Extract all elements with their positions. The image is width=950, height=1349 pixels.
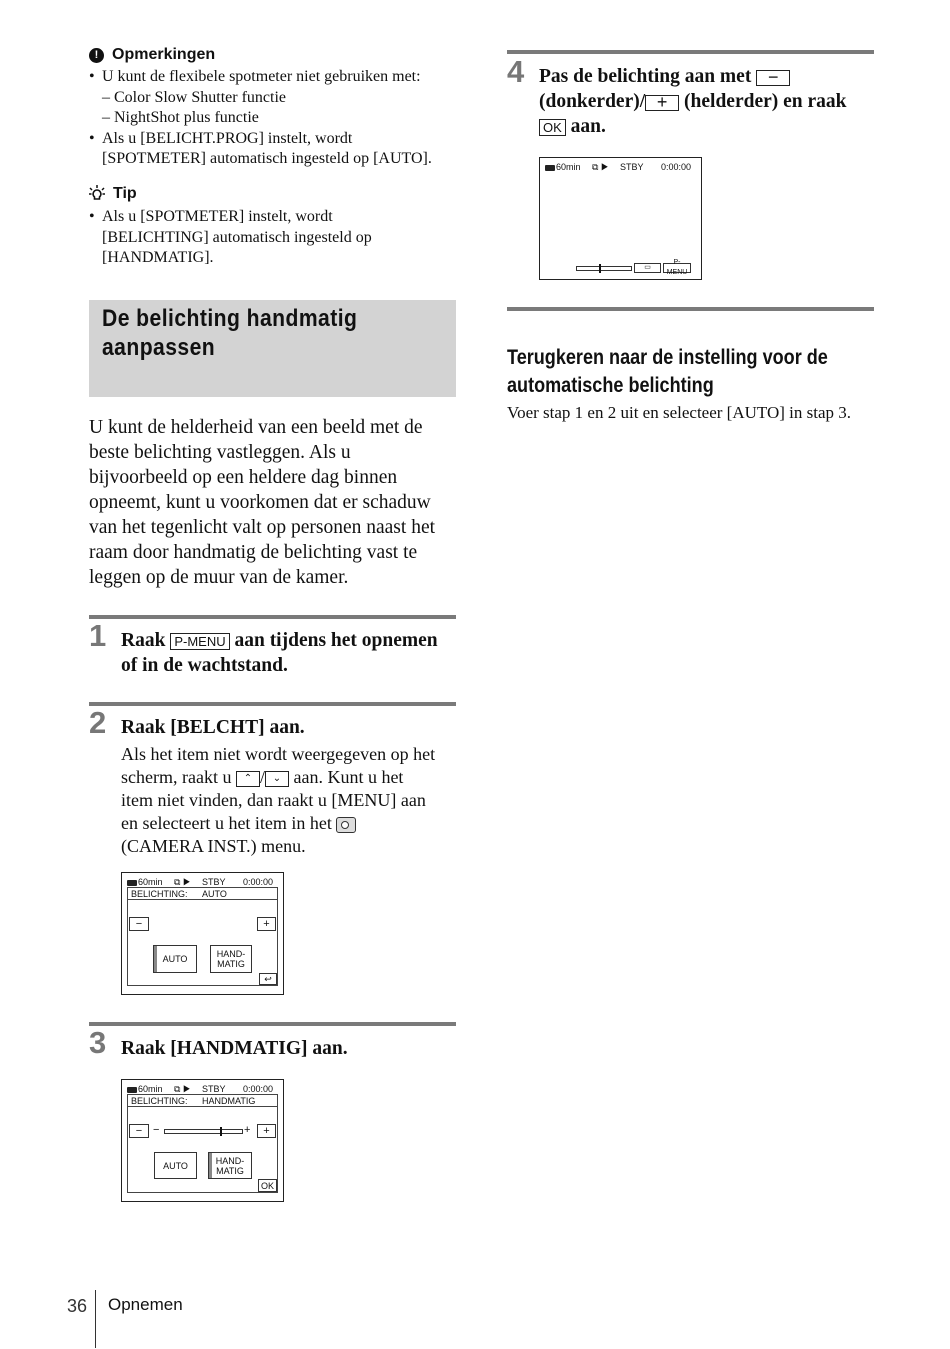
list-item: • Als u [SPOTMETER] instelt, wordt — [89, 208, 333, 225]
minus-button[interactable]: − — [129, 917, 149, 931]
list-item: [BELICHTING] automatisch ingesteld op — [102, 228, 372, 246]
step2-description: Als het item niet wordt weergegeven op het scherm, raakt u ⌃ / ⌄ aan. Kunt u het item niet vinden, dan raakt u [MENU] aan en selecteert u het item in het (CAMERA INST.) menu. — [121, 744, 436, 856]
menu-panel — [127, 1094, 278, 1193]
status-bar: 60min — [545, 162, 581, 172]
step-divider — [89, 702, 456, 706]
exposure-slider-thumb[interactable] — [220, 1127, 222, 1136]
slider-minus-label: − — [153, 1124, 160, 1136]
status-text: STBY — [202, 877, 226, 887]
status-text: STBY — [202, 1084, 226, 1094]
list-item: [SPOTMETER] automatisch ingesteld op [AUTO]. — [102, 150, 432, 167]
list-item: [HANDMATIG]. — [102, 249, 214, 266]
mode-icons: ⧉ ▶ — [174, 877, 191, 887]
mode-icons: ⧉ ▶ — [174, 1084, 191, 1094]
p-menu-button[interactable]: P-MENU — [663, 263, 691, 273]
step-divider — [89, 615, 456, 619]
plus-button[interactable]: + — [257, 917, 276, 931]
page-number: 36 — [67, 1296, 88, 1316]
lightbulb-icon — [89, 185, 105, 203]
step-number: 3 — [89, 1025, 107, 1060]
lcd-screen-step4 — [539, 157, 702, 280]
timecode: 0:00:00 — [661, 162, 692, 172]
tip-list — [89, 207, 469, 269]
step1-text: Raak P-MENU aan tijdens het opnemen of in de wachtstand. — [121, 630, 438, 676]
status-text: STBY — [620, 162, 644, 172]
auto-button[interactable]: AUTO — [154, 1152, 197, 1179]
intro-paragraph: U kunt de helderheid van een beeld met de beste belichting vastleggen. Als u bijvoorbeeld op een heldere dag binnen opneemt, kunt u voorkomen dat er schaduw van het tegenlicht valt op personen naast het raam door handmatig de belichting vast te leggen op de muur van de kamer. — [89, 417, 436, 588]
tip-heading: Tip — [113, 185, 137, 202]
plus-button[interactable]: + — [257, 1124, 276, 1138]
timecode: 0:00:00 — [243, 877, 274, 887]
mode-icons: ⧉ ▶ — [592, 162, 609, 172]
section-divider — [507, 307, 874, 311]
scroll-up-icon: ⌃ — [236, 771, 260, 787]
step4-text: Pas de belichting aan met − (donkerder)/ + (helderder) en raak OK aan. — [539, 66, 847, 137]
darker-key: − — [756, 70, 790, 86]
setting-label: BELICHTING: — [131, 1096, 188, 1106]
brighter-key: + — [645, 95, 679, 111]
step-number: 2 — [89, 705, 107, 740]
camera-icon — [336, 817, 356, 833]
setting-label: BELICHTING: — [131, 889, 188, 899]
ok-button[interactable]: OK — [258, 1179, 277, 1192]
setting-value: HANDMATIG — [202, 1096, 256, 1106]
manual-button[interactable]: HAND- MATIG — [210, 945, 252, 973]
section-header — [89, 300, 456, 397]
return-heading: Terugkeren naar de instelling voor de automatische belichting — [507, 346, 828, 397]
notes-heading: Opmerkingen — [112, 46, 216, 63]
minus-button[interactable]: − — [129, 1124, 149, 1138]
exclamation-circle-icon: ! — [89, 48, 104, 63]
auto-button[interactable]: AUTO — [153, 945, 197, 973]
status-bar: 60min — [127, 1084, 163, 1094]
menu-panel — [127, 887, 278, 986]
return-text: Voer stap 1 en 2 uit en selecteer [AUTO] in stap 3. — [507, 403, 852, 422]
exposure-slider-track[interactable] — [164, 1129, 243, 1134]
setting-value: AUTO — [202, 889, 227, 899]
list-item: – Color Slow Shutter functie — [102, 88, 286, 106]
p-menu-key: P-MENU — [170, 633, 229, 650]
battery-icon — [127, 880, 137, 886]
list-item: • U kunt de flexibele spotmeter niet gebruiken met: — [89, 68, 421, 85]
footer-divider — [95, 1290, 96, 1348]
status-bar: 60min — [127, 877, 163, 887]
return-button[interactable]: ↩ — [259, 973, 277, 985]
lcd-screen-step3 — [121, 1079, 284, 1202]
manual-button[interactable]: HAND- MATIG — [208, 1152, 252, 1179]
battery-icon — [127, 1087, 137, 1093]
timecode: 0:00:00 — [243, 1084, 274, 1094]
chapter-label: Opnemen — [108, 1295, 183, 1314]
step-divider — [507, 50, 874, 54]
notes-list — [89, 67, 469, 170]
step-divider — [89, 1022, 456, 1026]
notes-heading-row — [89, 46, 215, 64]
list-item: • Als u [BELICHT.PROG] instelt, wordt — [89, 129, 353, 147]
exposure-slider-thumb — [599, 264, 601, 273]
step-number: 1 — [89, 618, 107, 653]
step3-title: Raak [HANDMATIG] aan. — [121, 1038, 348, 1059]
scroll-down-icon: ⌄ — [265, 771, 289, 787]
tip-heading-row — [89, 185, 137, 203]
battery-icon — [545, 165, 555, 171]
exposure-button[interactable]: ▭ — [634, 263, 661, 273]
lcd-screen-step2 — [121, 872, 284, 995]
step-number: 4 — [507, 54, 525, 89]
step2-title: Raak [BELCHT] aan. — [121, 717, 305, 738]
section-title: De belichting handmatig aanpassen — [102, 305, 358, 361]
slider-plus-label: + — [244, 1124, 251, 1136]
exposure-slider-track — [576, 266, 632, 271]
ok-key: OK — [539, 119, 566, 136]
list-item: – NightShot plus functie — [102, 109, 259, 126]
